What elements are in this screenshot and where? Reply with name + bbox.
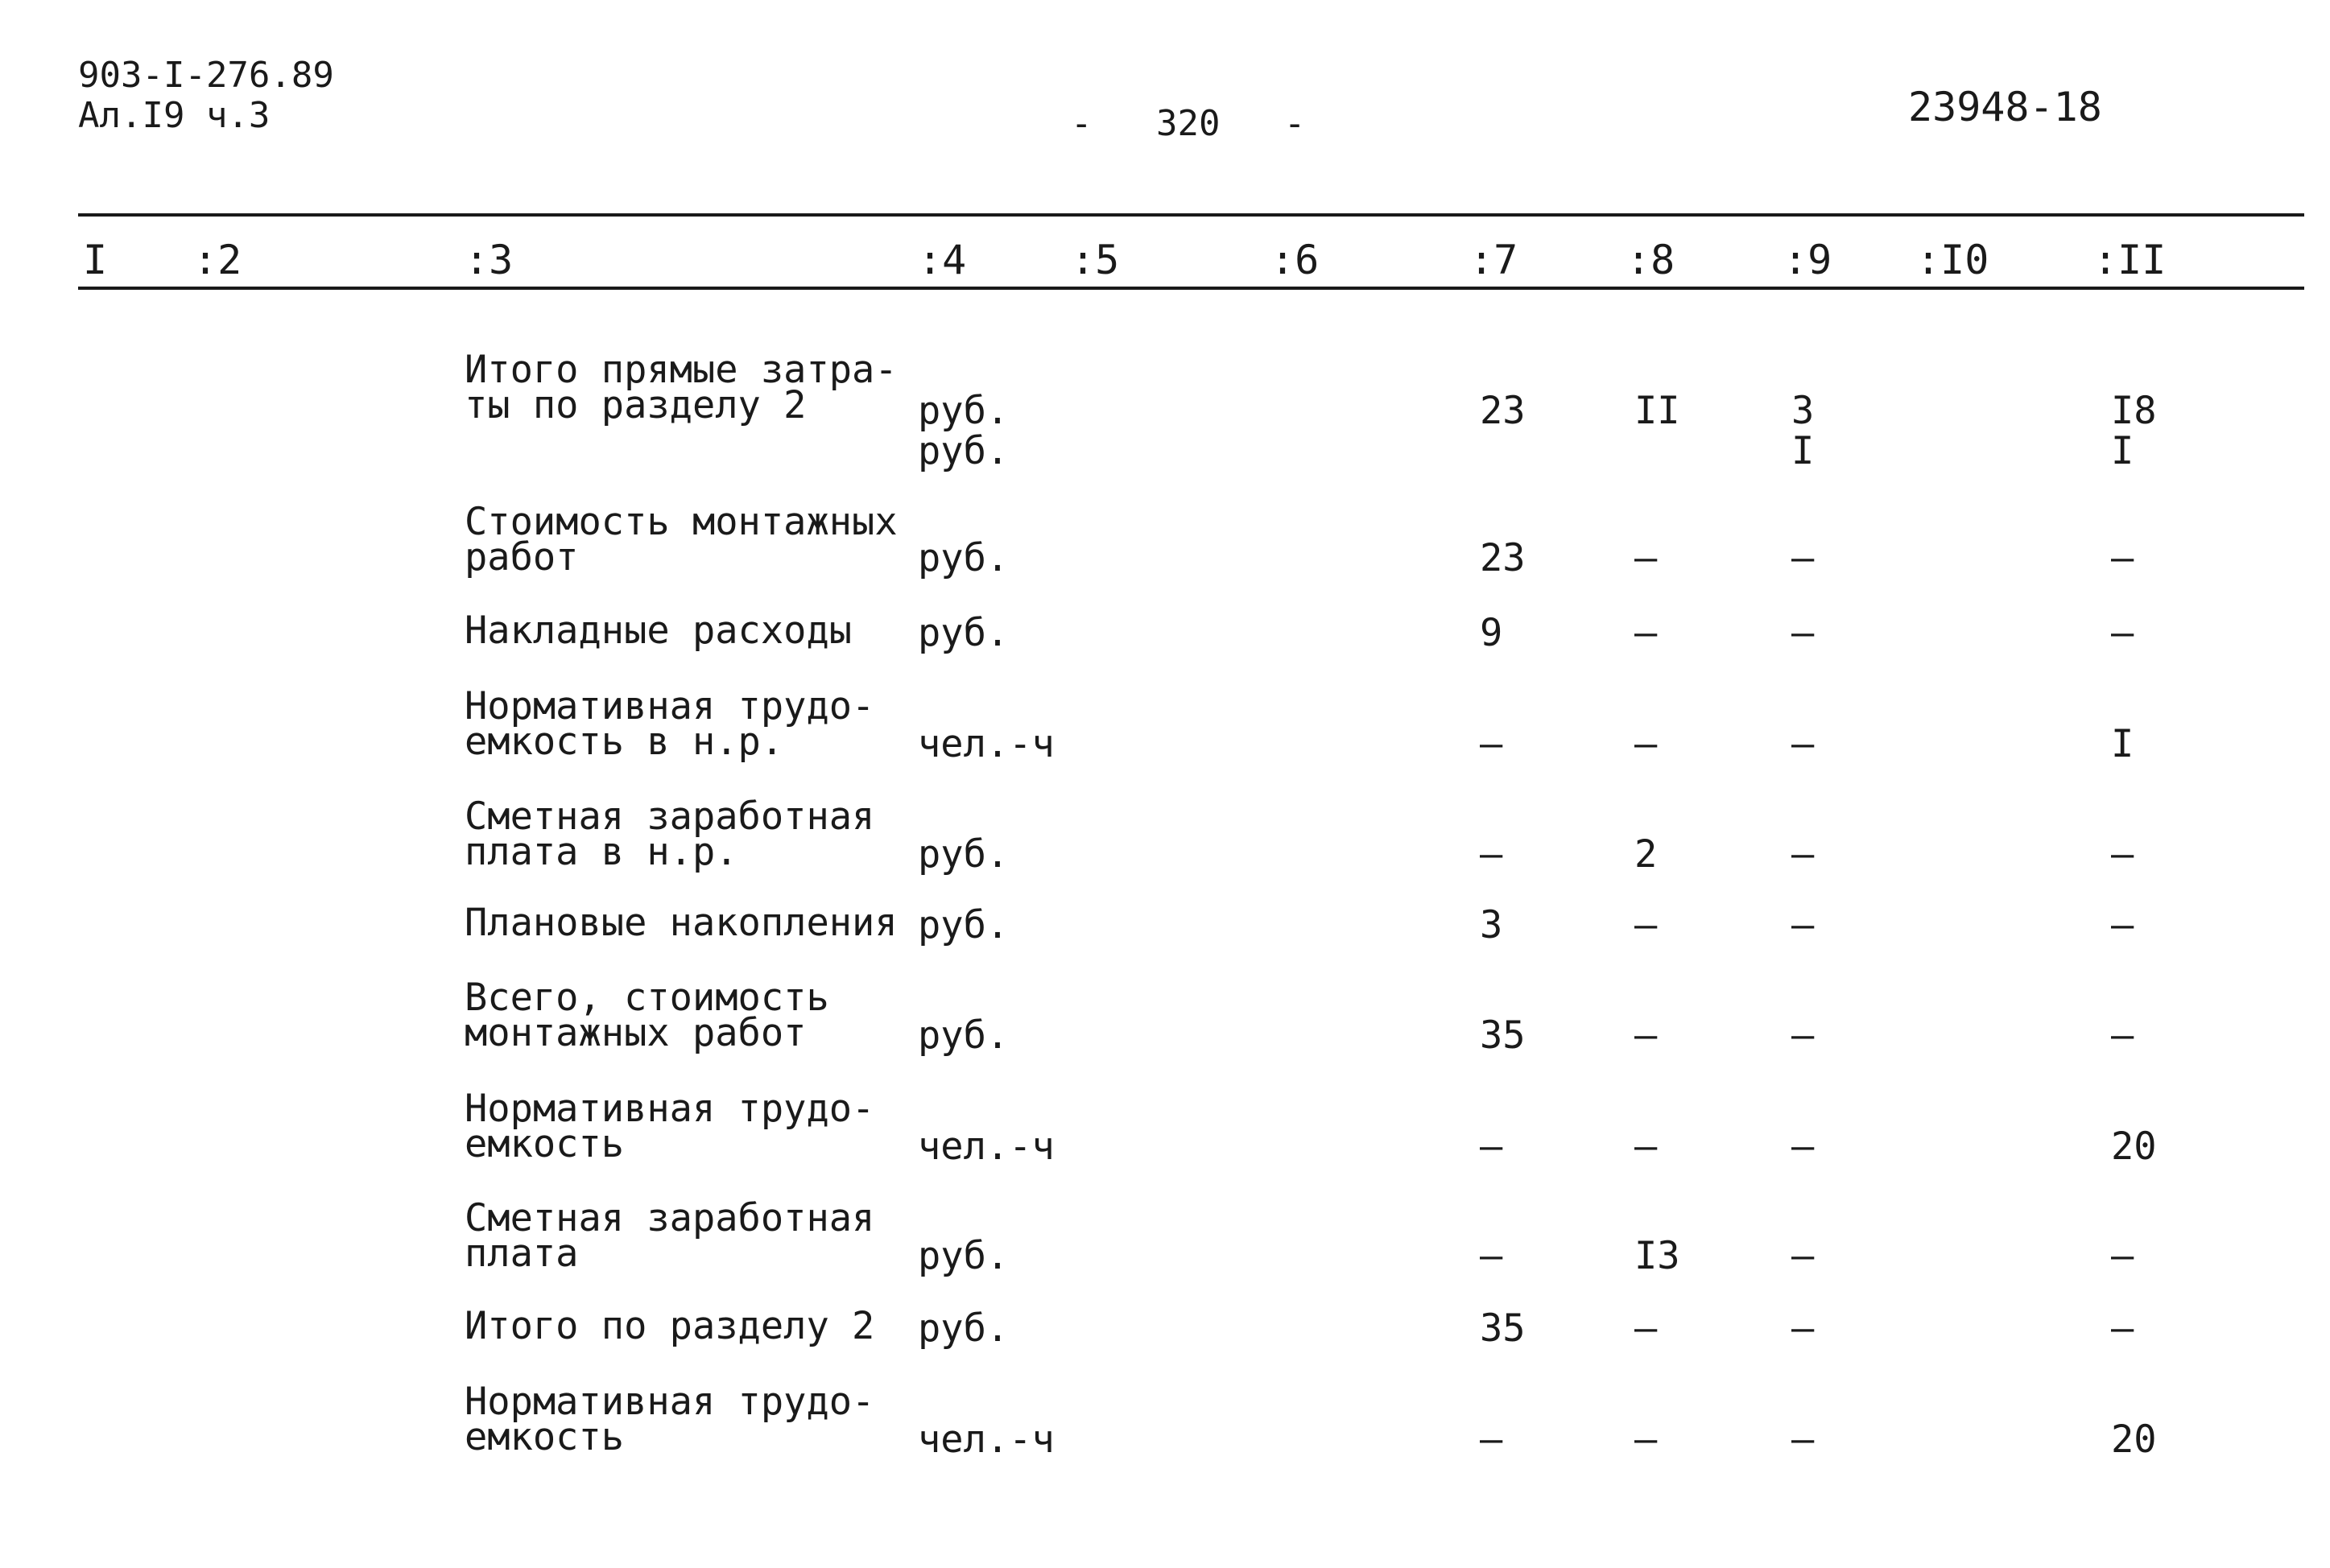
row-unit: руб. [918, 1234, 1010, 1278]
row-description: Всего, стоимость монтажных работ [465, 976, 829, 1055]
row-unit: руб. [918, 536, 1010, 580]
column-header-3: :3 [465, 237, 514, 283]
column-header-11: :II [2093, 237, 2167, 283]
col9-value: – [1791, 1013, 1815, 1058]
col9-value: 3 I [1791, 389, 1815, 473]
row-description: Накладные расходы [465, 609, 853, 653]
row-description: Итого прямые затра- ты по разделу 2 [465, 348, 898, 427]
col7-value: 23 [1480, 389, 1526, 433]
row-description: Плановые накопления [465, 901, 898, 945]
column-header-9: :9 [1783, 237, 1832, 283]
col7-value: 9 [1480, 611, 1503, 655]
col8-value: – [1634, 611, 1658, 655]
column-header-6: :6 [1270, 237, 1320, 283]
col9-value: – [1791, 536, 1815, 580]
row-unit: руб. [918, 1013, 1010, 1058]
col7-value: – [1480, 1417, 1503, 1462]
row-unit: руб. [918, 903, 1010, 947]
col8-value: – [1634, 1417, 1658, 1462]
col7-value: 23 [1480, 536, 1526, 580]
col11-value: – [2111, 1013, 2134, 1058]
column-header-8: :8 [1626, 237, 1675, 283]
album-reference: Ал.I9 ч.3 [78, 95, 271, 136]
col7-value: – [1480, 832, 1503, 877]
col11-value: – [2111, 536, 2134, 580]
col11-value: – [2111, 903, 2134, 947]
row-description: Сметная заработная плата [465, 1196, 875, 1276]
col8-value: – [1634, 903, 1658, 947]
row-description: Сметная заработная плата в н.р. [465, 794, 875, 874]
col7-value: 3 [1480, 903, 1503, 947]
col8-value: – [1634, 1306, 1658, 1351]
column-header-2: :2 [193, 237, 242, 283]
document-code: 903-I-276.89 [78, 55, 334, 96]
column-header-10: :I0 [1916, 237, 1989, 283]
col11-value: – [2111, 832, 2134, 877]
col8-value: – [1634, 536, 1658, 580]
col8-value: – [1634, 1124, 1658, 1169]
row-unit: чел.-ч [918, 1124, 1055, 1169]
col9-value: – [1791, 1234, 1815, 1278]
col11-value: I8 I [2111, 389, 2157, 473]
col7-value: – [1480, 1234, 1503, 1278]
col8-value: I3 [1634, 1234, 1680, 1278]
col11-value: I [2111, 722, 2134, 766]
inventory-stamp: 23948-18 [1908, 84, 2102, 130]
row-unit: руб. [918, 832, 1010, 877]
col9-value: – [1791, 1306, 1815, 1351]
col7-value: 35 [1480, 1013, 1526, 1058]
col9-value: – [1791, 611, 1815, 655]
col8-value: – [1634, 722, 1658, 766]
row-unit: руб. [918, 611, 1010, 655]
column-header-4: :4 [918, 237, 967, 283]
row-description: Нормативная трудо- емкость [465, 1380, 875, 1459]
col9-value: – [1791, 832, 1815, 877]
col7-value: – [1480, 1124, 1503, 1169]
page-number: - 320 - [1071, 103, 1306, 144]
col11-value: 20 [2111, 1417, 2157, 1462]
row-unit: руб. [918, 1306, 1010, 1351]
column-header-1: I [83, 237, 108, 283]
row-unit: руб. руб. [918, 389, 1010, 473]
col11-value: – [2111, 1306, 2134, 1351]
col8-value: 2 [1634, 832, 1658, 877]
col7-value: – [1480, 722, 1503, 766]
row-description: Итого по разделу 2 [465, 1304, 875, 1348]
row-description: Нормативная трудо- емкость в н.р. [465, 684, 875, 764]
table-header-rule [78, 287, 2304, 290]
col9-value: – [1791, 722, 1815, 766]
col11-value: 20 [2111, 1124, 2157, 1169]
table-top-rule [78, 213, 2304, 217]
col8-value: – [1634, 1013, 1658, 1058]
row-description: Стоимость монтажных работ [465, 500, 898, 580]
row-unit: чел.-ч [918, 1417, 1055, 1462]
row-unit: чел.-ч [918, 722, 1055, 766]
column-header-7: :7 [1469, 237, 1518, 283]
col9-value: – [1791, 903, 1815, 947]
col7-value: 35 [1480, 1306, 1526, 1351]
col9-value: – [1791, 1417, 1815, 1462]
col11-value: – [2111, 1234, 2134, 1278]
col11-value: – [2111, 611, 2134, 655]
col8-value: II [1634, 389, 1680, 433]
column-header-5: :5 [1071, 237, 1120, 283]
row-description: Нормативная трудо- емкость [465, 1087, 875, 1166]
col9-value: – [1791, 1124, 1815, 1169]
